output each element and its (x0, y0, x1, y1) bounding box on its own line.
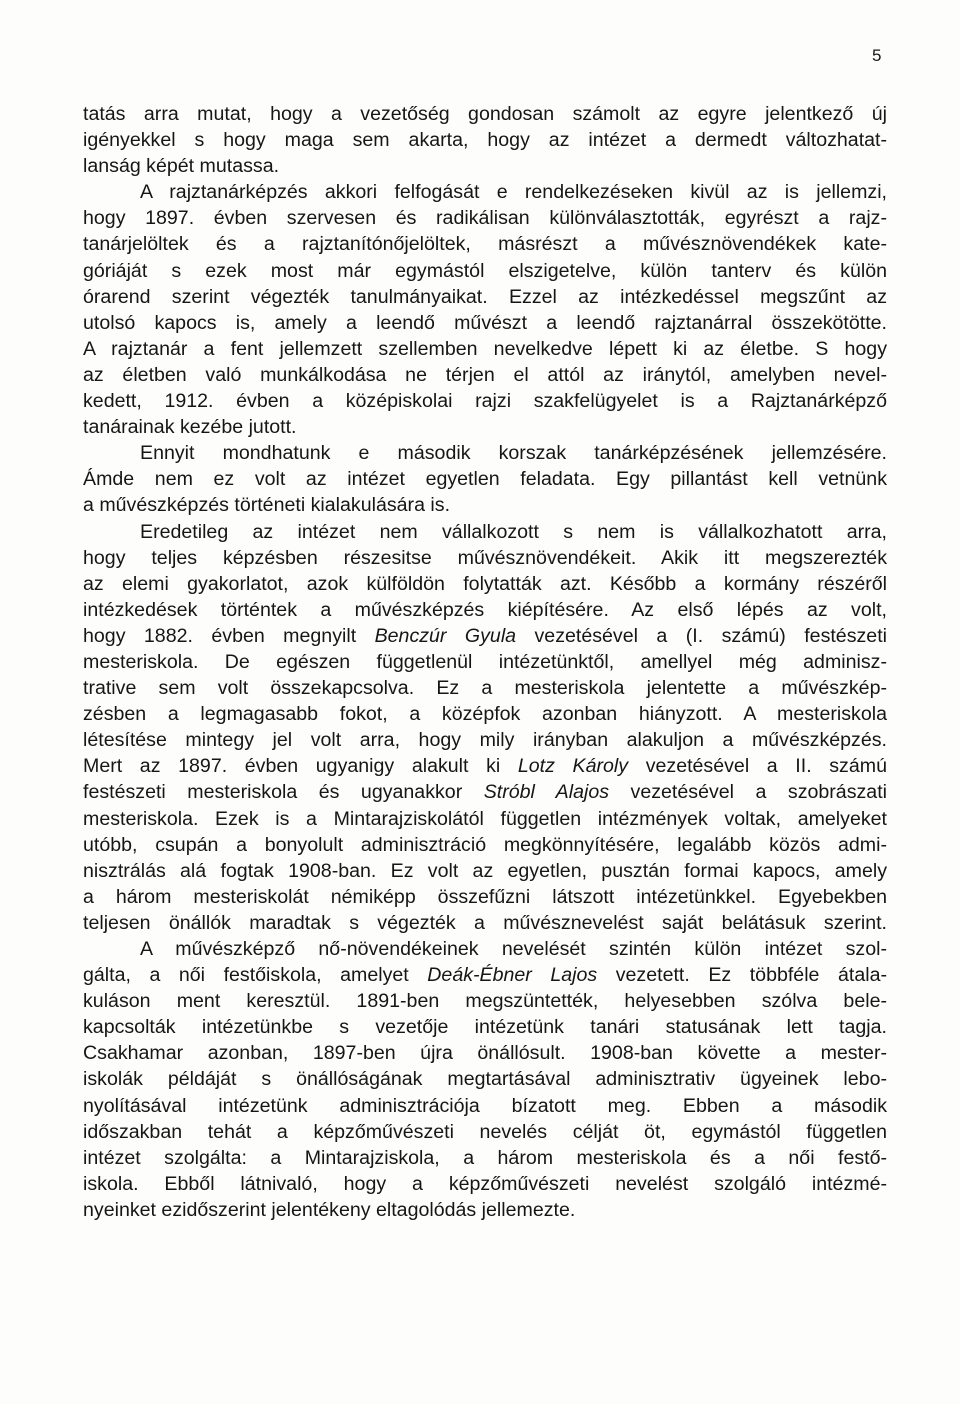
line-text: igényekkel s hogy maga sem akarta, hogy az intézet a dermedt változhatat- (83, 129, 887, 152)
text-line (83, 205, 887, 231)
text-line (83, 1014, 887, 1040)
text-line (83, 545, 887, 571)
line-text: A rajztanárképzés akkori felfogását e rendelkezéseken kivül az is jellemzi, (140, 181, 887, 204)
line-text: A művészképző nő-növendékeinek nevelését szintén külön intézet szol- (140, 938, 887, 960)
line-text-after: vezetésével a szobrászati (609, 781, 887, 804)
person-name: Stróbl Alajos (483, 781, 610, 804)
line-text: hogy teljes képzésben részesitse művésznövendékeit. Akik itt megszerezték (83, 546, 887, 569)
text-line (83, 231, 887, 257)
text-line (83, 753, 887, 779)
person-name: Deák-Ébner Lajos (427, 964, 598, 987)
line-text: nisztrálás alá fogtak 1908-ban. Ez volt az egyetlen, pusztán formai kapocs, amely (83, 859, 887, 882)
line-text: utolsó kapocs is, amely a leendő művészt a leendő rajztanárral összekötötte. (83, 311, 887, 334)
line-text: kapcsolták intézetünkbe s vezetője intézetünk tanári statusának lett tagja. (83, 1016, 887, 1039)
text-line (83, 258, 887, 284)
line-text: nyeinket ezidőszerint jelentékeny eltagolódás jellemezte. (83, 1198, 576, 1221)
text-line (83, 623, 887, 649)
line-text: tatás arra mutat, hogy a vezetőség gondosan számolt az egyre jelentkező új (83, 103, 887, 125)
text-line (83, 832, 887, 858)
text-line (83, 936, 887, 962)
text-line (83, 1040, 887, 1066)
line-text: iskolák példáját s önállóságának megtartásával adminisztrativ ügyeinek lebo- (83, 1068, 887, 1091)
line-text: intézet szolgálta: a Mintarajziskola, a három mesteriskola és a női festő- (83, 1146, 887, 1169)
text-line (83, 1197, 887, 1223)
line-text-after: vezetésével a II. számú (628, 755, 887, 778)
line-text: tanárjelöltek és a rajztanítónőjelöltek, másrészt a művésznövendékek kate- (83, 233, 887, 256)
line-text: kuláson ment keresztül. 1891-ben megszüntették, helyesebben szólva bele- (83, 990, 887, 1013)
line-text: órarend szerint végezték tanulmányaikat. Ezzel az intézkedéssel megszűnt az (83, 285, 887, 308)
line-text: góriáját s ezek most már egymástól elszigetelve, külön tanterv és külön (83, 259, 887, 282)
text-line (83, 362, 887, 388)
text-line (83, 101, 887, 127)
text-line (83, 675, 887, 701)
line-text: teljesen önállók maradtak s végezték a művésznevelést saját belátásuk szerint. (83, 911, 887, 934)
text-line (83, 571, 887, 597)
text-line (83, 310, 887, 336)
text-line (83, 1171, 887, 1197)
line-text: iskola. Ebből látnivaló, hogy a képzőművészeti nevelést szolgáló intézmé- (83, 1172, 887, 1195)
line-text: festészeti mesteriskola és ugyanakkor (83, 781, 484, 804)
text-line (83, 336, 887, 362)
line-text: időszakban tehát a képzőművészeti nevelés célját öt, egymástól független (83, 1120, 887, 1143)
text-line (83, 492, 887, 518)
text-line (83, 466, 887, 492)
line-text: Csakhamar azonban, 1897-ben újra önállósult. 1908-ban követte a mester- (83, 1042, 887, 1065)
line-text: az elemi gyakorlatot, azok külföldön folytatták azt. Később a kormány részéről (83, 572, 887, 595)
text-line (83, 153, 887, 179)
line-text: kedett, 1912. évben a középiskolai rajzi szakfelügyelet is a Rajztanárképző (83, 390, 887, 413)
line-text: Mert az 1897. évben ugyanigy alakult ki (83, 755, 518, 778)
text-line (83, 179, 887, 205)
page-number: 5 (872, 46, 882, 65)
line-text-after: vezetett. Ez többféle átala- (597, 964, 887, 987)
text-line (83, 1066, 887, 1092)
text-line (83, 701, 887, 727)
line-text: intézkedések történtek a művészképzés kiépítésére. Az első lépés az volt, (83, 598, 887, 621)
line-text: a három mesteriskolát némiképp összefűzni látszott intézetünkkel. Egyebekben (83, 885, 887, 908)
text-line (83, 519, 887, 545)
person-name: Benczúr Gyula (374, 624, 517, 647)
text-line (83, 1145, 887, 1171)
text-line (83, 388, 887, 414)
line-text: létesítése mintegy jel volt arra, hogy mily irányban alakuljon a művészképzés. (83, 729, 887, 752)
line-text: utóbb, csupán a bonyolult adminisztráció megkönnyítésére, legalább közös admi- (83, 833, 887, 856)
line-text: zésben a legmagasabb fokot, a középfok azonban hiányzott. A mesteriskola (83, 703, 887, 726)
text-line (83, 127, 887, 153)
text-line (83, 806, 887, 832)
person-name: Lotz Károly (517, 755, 629, 778)
text-line (83, 910, 887, 936)
text-line (83, 597, 887, 623)
line-text: gálta, a női festőiskola, amelyet (83, 964, 428, 987)
line-text: tanárainak kezébe jutott. (83, 416, 297, 439)
text-line (83, 779, 887, 805)
line-text: lanság képét mutassa. (83, 155, 280, 178)
text-line (83, 440, 887, 466)
line-text: Ámde nem ez volt az intézet egyetlen feladata. Egy pillantást kell vetnünk (83, 468, 887, 491)
text-line (83, 858, 887, 884)
line-text: mesteriskola. Ezek is a Mintarajziskolától független intézmények voltak, amelyeket (83, 807, 887, 830)
text-line (83, 1093, 887, 1119)
line-text: hogy 1897. évben szervesen és radikálisan különválasztották, egyrészt a rajz- (83, 207, 887, 230)
text-line (83, 284, 887, 310)
line-text: Eredetileg az intézet nem vállalkozott s nem is vállalkozhatott arra, (140, 520, 887, 543)
text-line (83, 649, 887, 675)
text-line (83, 962, 887, 988)
line-text: hogy 1882. évben megnyilt (83, 624, 375, 647)
text-line (83, 884, 887, 910)
line-text: a művészképzés történeti kialakulására is. (83, 494, 451, 517)
line-text: trative sem volt összekapcsolva. Ez a mesteriskola jelentette a művészkép- (83, 677, 887, 700)
line-text-after: vezetésével a (I. számú) festészeti (516, 624, 887, 647)
line-text: nyolításával intézetünk adminisztrációja bízatott meg. Ebben a második (83, 1094, 887, 1117)
text-line (83, 414, 887, 440)
line-text: mesteriskola. De egészen függetlenül intézetünktől, amellyel még adminisz- (83, 650, 887, 673)
text-line (83, 1119, 887, 1145)
line-text: az életben való munkálkodása ne térjen el attól az iránytól, amelyben nevel- (83, 363, 887, 386)
body-text (83, 101, 887, 1223)
text-line (83, 727, 887, 753)
line-text: Ennyit mondhatunk e második korszak tanárképzésének jellemzésére. (140, 442, 887, 465)
line-text: A rajztanár a fent jellemzett szellemben nevelkedve lépett ki az életbe. S hogy (83, 337, 887, 360)
text-line (83, 988, 887, 1014)
